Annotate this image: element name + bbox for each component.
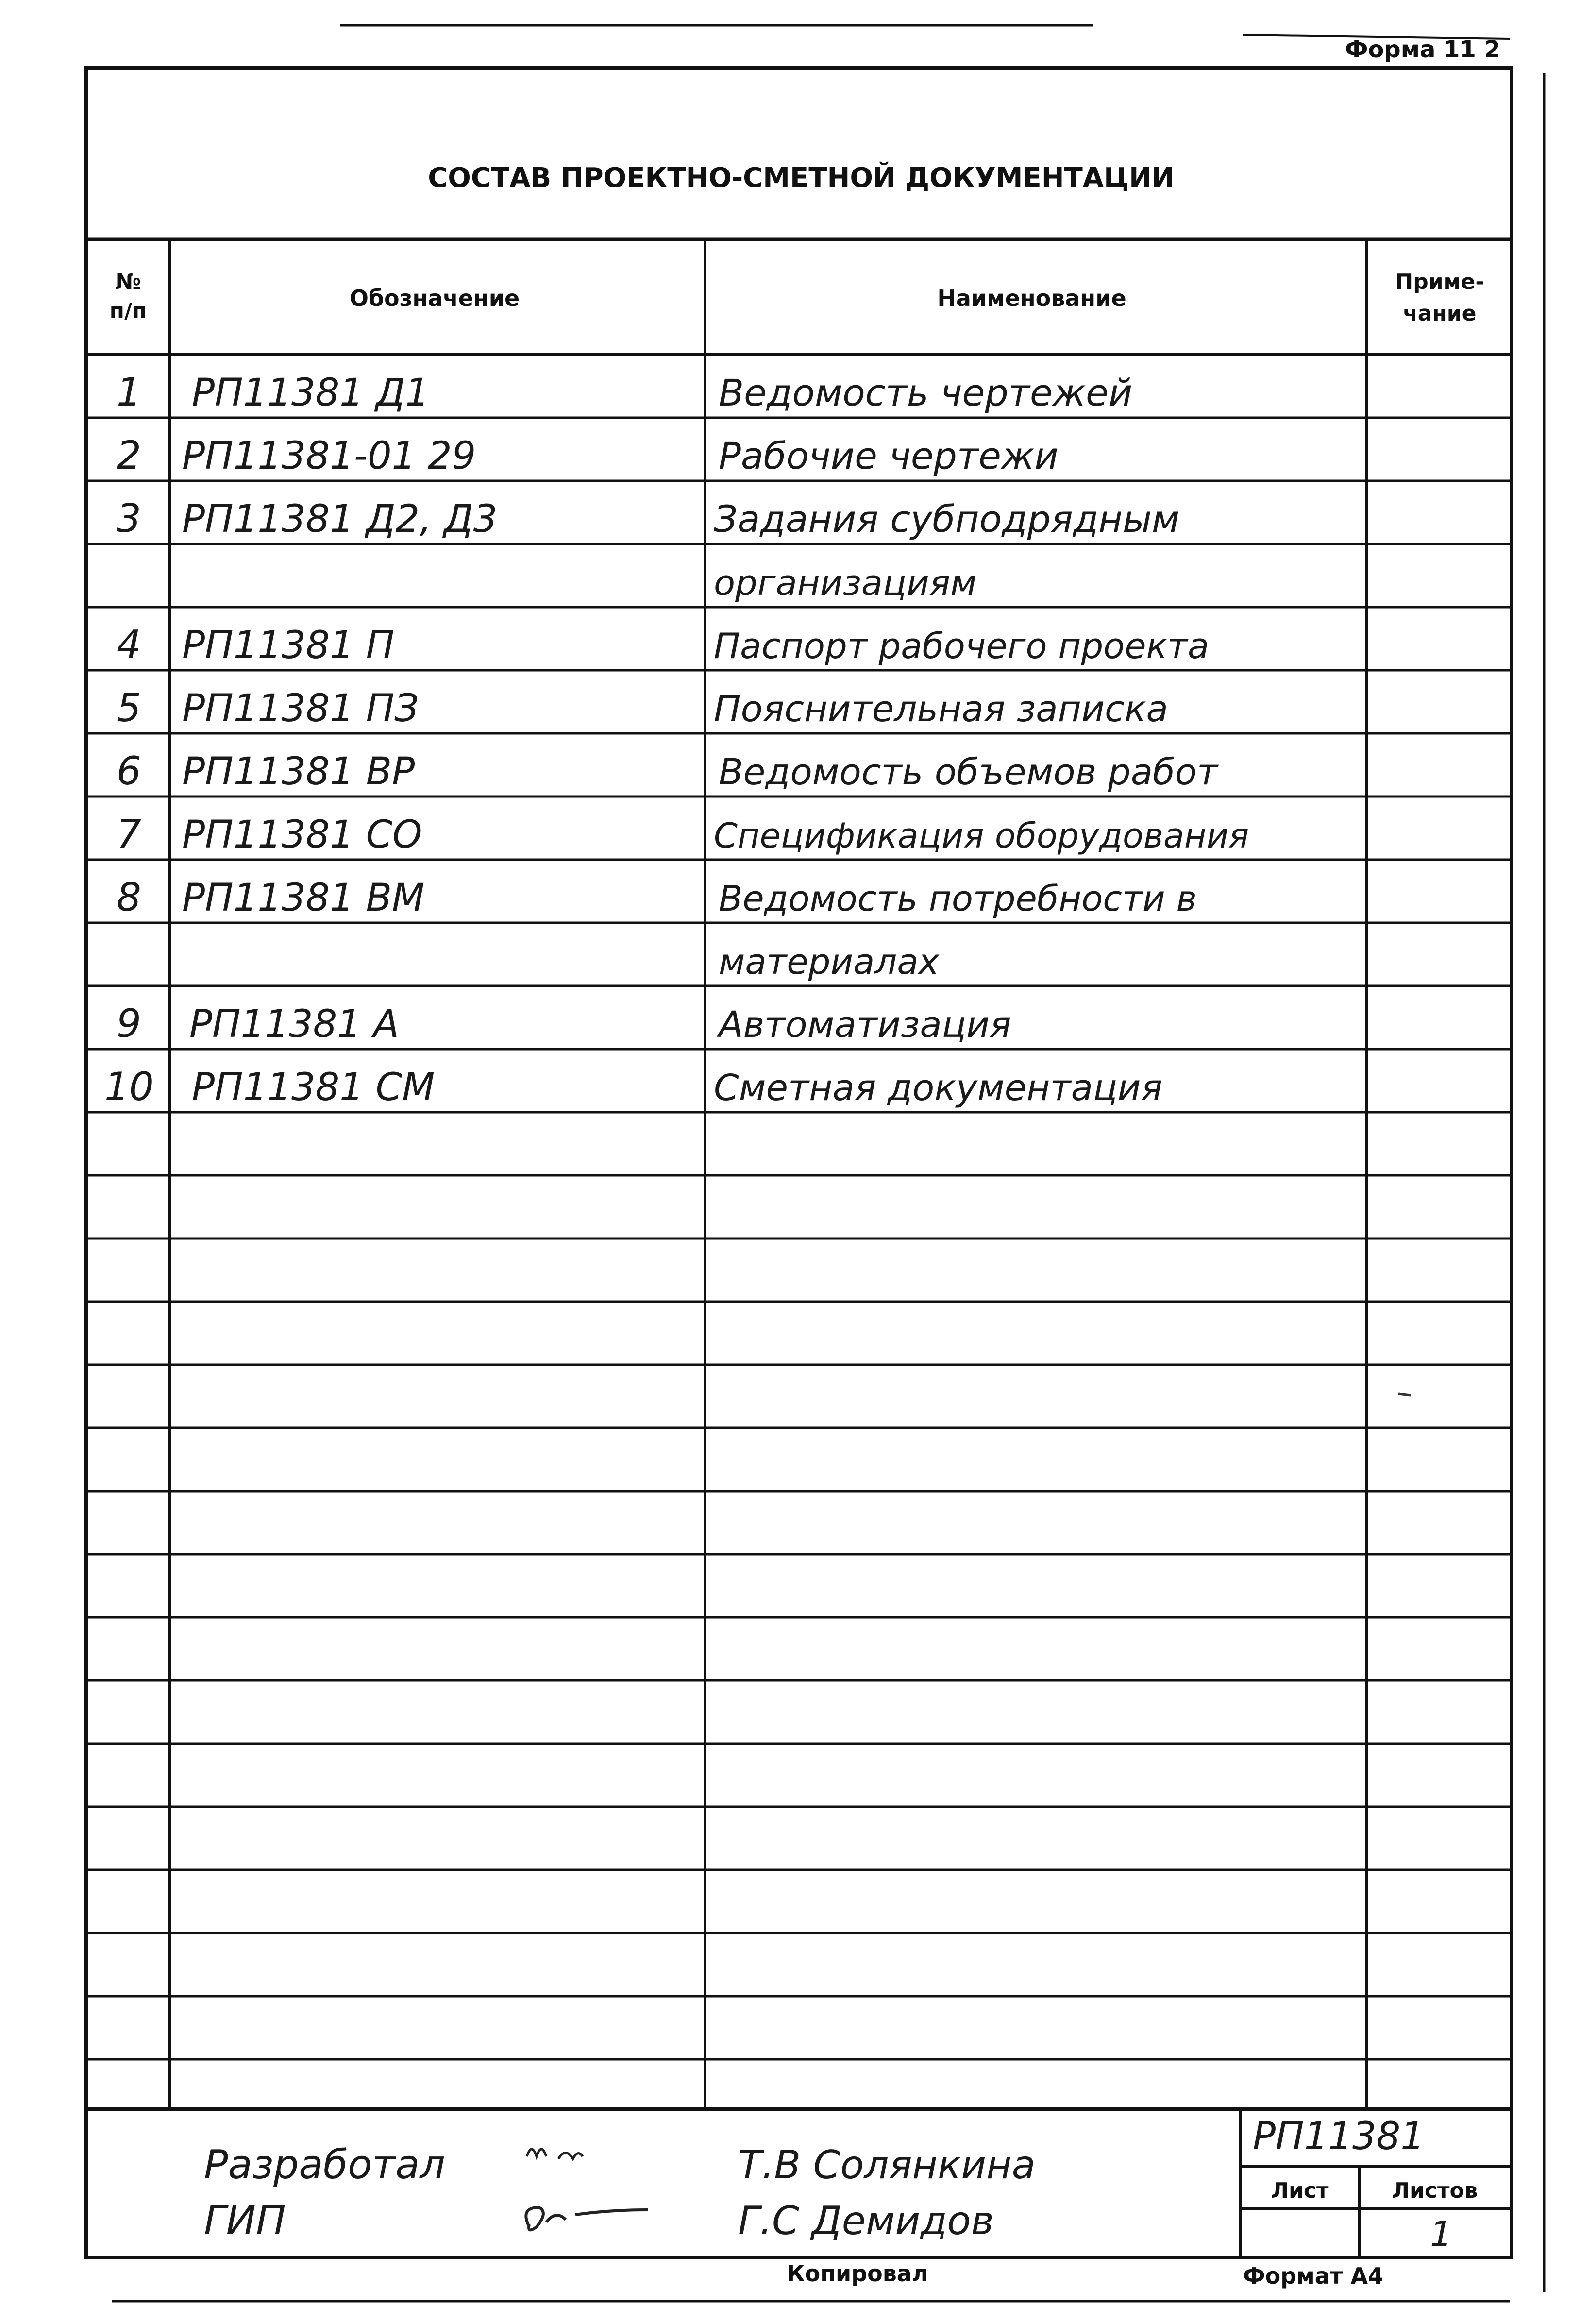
developed-label: Разработал [204,2142,445,2188]
format-label: Формат А4 [1243,2263,1384,2289]
table-row [117,622,1209,667]
developed-name: Т.В Солянкина [738,2142,1036,2188]
table-row [104,1064,1162,1109]
sheets-label: Листов [1392,2178,1478,2203]
row-num: 9 [117,1001,141,1046]
row-name: Автоматизация [719,1004,1011,1046]
gip-name: Г.С Демидов [738,2198,994,2243]
row-num: 7 [117,812,141,857]
row-name: Пояснительная записка [714,688,1168,730]
row-code: РП11381-01 29 [182,434,476,478]
row-name: Задания субподрядным [714,497,1180,541]
table-row [117,748,1219,794]
row-name: Спецификация оборудования [714,816,1249,856]
row-num: 10 [104,1064,154,1109]
row-num: 3 [117,496,141,541]
row-name: Ведомость объемов работ [719,751,1218,793]
form-label: Форма 11 2 [1345,36,1500,63]
row-name: Рабочие чертежи [719,434,1059,477]
header-name: Наименование [937,285,1126,311]
table-row [117,875,1197,920]
document-title: СОСТАВ ПРОЕКТНО-СМЕТНОЙ ДОКУМЕНТАЦИИ [428,162,1175,194]
row-name: Ведомость потребности в [719,878,1197,919]
header-note-line1: Приме- [1395,270,1484,294]
row-num: 6 [117,748,141,794]
table-row [117,433,1059,478]
signature-gip [526,2207,648,2230]
row-code: РП11381 ВР [182,750,415,794]
row-name: Сметная документация [714,1067,1162,1109]
sheets-value: 1 [1430,2214,1452,2255]
row-code: РП11381 А [189,1002,399,1046]
table-row [719,941,940,982]
table-row [117,812,1249,857]
sheet-label: Лист [1271,2178,1329,2203]
row-code: РП11381 П [182,624,395,667]
row-num: 5 [117,685,141,730]
table-row [117,1001,1011,1046]
row-num: 4 [117,622,141,667]
row-code: РП11381 ПЗ [182,687,419,730]
header-note-line2: чание [1403,301,1477,326]
header-num-line1: № [115,270,141,294]
row-name: Паспорт рабочего проекта [714,626,1210,666]
row-num: 8 [117,875,141,920]
gip-label: ГИП [204,2198,286,2244]
row-code: РП11381 Д2, Д3 [182,497,498,541]
table-row [117,370,1132,415]
stamp-code: РП11381 [1253,2115,1425,2158]
row-num: 1 [117,370,141,415]
table-row [117,496,1179,541]
table-row [714,562,976,603]
row-code: РП11381 ВМ [182,876,425,920]
row-name: организациям [714,562,977,603]
table-row [117,685,1168,730]
row-code: РП11381 СМ [192,1066,435,1109]
row-name: материалах [719,941,940,982]
signature-developer [527,2149,583,2159]
header-num-line2: п/п [109,299,147,323]
row-code: РП11381 СО [182,813,422,857]
copied-label: Копировал [787,2260,928,2287]
header-designation: Обозначение [349,285,520,311]
row-num: 2 [117,433,141,478]
row-code: РП11381 Д1 [192,371,430,415]
row-name: Ведомость чертежей [719,371,1133,414]
